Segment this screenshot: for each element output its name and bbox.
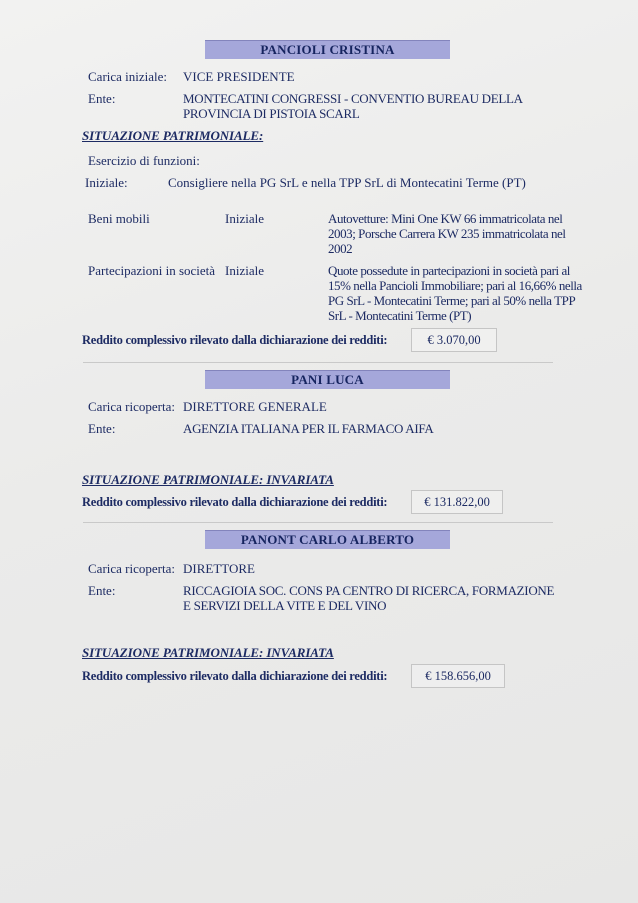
section-separator (83, 362, 553, 363)
field-label-ente: Ente: (88, 91, 116, 106)
field-value-carica: DIRETTORE (183, 561, 255, 576)
field-value-ente: RICCAGIOIA SOC. CONS PA CENTRO DI RICERCA, FORMAZIONE E SERVIZI DELLA VITE E DEL VINO (183, 583, 555, 613)
section-header (205, 530, 450, 549)
reddito-value-box (411, 328, 497, 352)
reddito-label: Reddito complessivo rilevato dalla dichiarazione dei redditi: (82, 333, 388, 347)
person-name: PANI LUCA (291, 372, 364, 387)
field-label-carica: Carica ricoperta: (88, 561, 175, 576)
section-header (205, 40, 450, 59)
funzioni-label: Iniziale: (85, 175, 128, 190)
person-name: PANCIOLI CRISTINA (260, 42, 395, 57)
asset-phase: Iniziale (225, 263, 264, 278)
field-value-ente: AGENZIA ITALIANA PER IL FARMACO AIFA (183, 421, 434, 436)
reddito-label: Reddito complessivo rilevato dalla dichiarazione dei redditi: (82, 669, 388, 683)
reddito-value: € 131.822,00 (424, 494, 490, 509)
asset-category: Beni mobili (88, 211, 150, 226)
field-label-ente: Ente: (88, 421, 116, 436)
situazione-heading: SITUAZIONE PATRIMONIALE: INVARIATA (82, 645, 334, 660)
asset-category: Partecipazioni in società (88, 263, 216, 278)
field-value-carica: DIRETTORE GENERALE (183, 399, 327, 414)
reddito-value: € 3.070,00 (427, 332, 481, 347)
esercizio-label: Esercizio di funzioni: (88, 153, 200, 168)
asset-description: Autovetture: Mini One KW 66 immatricolata nel 2003; Porsche Carrera KW 235 immatricolata nel 2002 (328, 211, 566, 256)
field-label-ente: Ente: (88, 583, 116, 598)
field-label-carica: Carica ricoperta: (88, 399, 175, 414)
field-label-carica: Carica iniziale: (88, 69, 168, 84)
reddito-value-box (411, 664, 505, 688)
reddito-value-box (411, 490, 503, 514)
field-value-carica: VICE PRESIDENTE (183, 69, 295, 84)
asset-phase: Iniziale (225, 211, 264, 226)
section-header (205, 370, 450, 389)
reddito-value: € 158.656,00 (425, 668, 491, 683)
funzioni-value: Consigliere nella PG SrL e nella TPP SrL di Montecatini Terme (PT) (168, 175, 526, 190)
field-value-ente: MONTECATINI CONGRESSI - CONVENTIO BUREAU DELLA PROVINCIA DI PISTOIA SCARL (183, 91, 522, 121)
situazione-heading: SITUAZIONE PATRIMONIALE: (82, 128, 264, 143)
situazione-heading: SITUAZIONE PATRIMONIALE: INVARIATA (82, 472, 334, 487)
section-separator (83, 522, 553, 523)
person-name: PANONT CARLO ALBERTO (240, 532, 415, 547)
reddito-label: Reddito complessivo rilevato dalla dichiarazione dei redditi: (82, 495, 388, 509)
asset-description: Quote possedute in partecipazioni in società pari al 15% nella Pancioli Immobiliare; pari al 16,66% nella PG SrL - Montecatini Terme; pari al 50% nella TPP SrL - Montecatini Terme (PT) (328, 263, 582, 323)
